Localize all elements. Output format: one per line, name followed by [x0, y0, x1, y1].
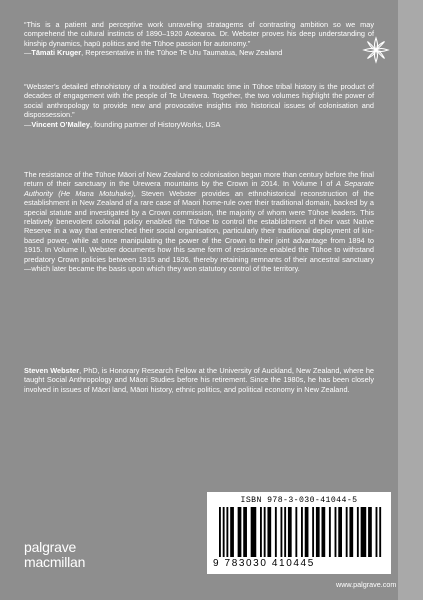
barcode-bar: [368, 507, 372, 557]
publisher-website: www.palgrave.com: [336, 580, 397, 589]
isbn-barcode: [207, 492, 391, 574]
barcode-bar: [226, 507, 228, 557]
barcode-bar: [219, 507, 221, 557]
quote-2-attribution: —Vincent O’Malley, founding partner of HistoryWorks, USA: [24, 119, 221, 129]
volume-title: A Separate Authority (He Mana Motuhake): [24, 179, 374, 198]
quote-1-text: “This is a patient and perceptive work unraveling stratagems of contrasting ambition so we may comprehend the cultural instincts of 1890–1920 Aotearoa. Dr. Webster proves his deep understanding of kinship dynamics, hapū politics and the Tūhoe passion for autonomy.”: [24, 20, 374, 48]
barcode-bar: [349, 507, 353, 557]
book-description: The resistance of the Tūhoe Māori of New Zealand to colonisation began more than century before the final return of their sanctuary in the Urewera mountains by the Crown in 2014. In Volume I of A Separate Authority (He Mana Motuhake), Steven Webster provides an ethnohistorical reconstruction of the establishment in New Zealand of a rare case of Maori home-rule over their traditional domain, backed by a special statute and investigated by a Crown commission, the majority of whom were Tūhoe leaders. This relatively benevolent colonial policy enabled the Tūhoe to control the establishment of their vast Native Reserve in a way that entrenched their social organisation, particularly their traditional deployment of kin-based power, while at once manipulating the power of the Crown to their joint advantage from 1894 to 1915. In Volume II, Webster documents how this same form of resistance enabled the Tūhoe to withstand predatory Crown policies between 1915 and 1926, thereby retaining remnants of their ancestral sanctuary—which later became the basis upon which they won statutory control of the territory.: [24, 170, 374, 274]
quote-2-author: Vincent O’Malley: [31, 119, 90, 129]
quote-1-role: , Representative in the Tūhoe Te Uru Taumatua, New Zealand: [81, 48, 283, 58]
barcode-bar: [288, 507, 292, 557]
isbn-label: ISBN 978-3-030-41044-5: [240, 496, 358, 505]
barcode-bar: [264, 507, 266, 557]
endorsement-quote-2: [24, 82, 374, 129]
barcode-bar: [251, 507, 257, 557]
barcode-bar: [312, 507, 314, 557]
barcode-bar: [376, 507, 378, 557]
barcode-digits: 9 783030 410445: [213, 558, 315, 569]
barcode-bar: [379, 507, 381, 557]
barcode-bar: [338, 507, 342, 557]
barcode-bar: [243, 507, 247, 557]
barcode-bar: [260, 507, 262, 557]
author-name: Steven Webster: [24, 366, 80, 375]
barcode-bar: [357, 507, 359, 557]
quote-1-attribution: —Tāmati Kruger, Representative in the Tūhoe Te Uru Taumatua, New Zealand: [24, 48, 283, 58]
right-strip: [398, 0, 423, 600]
barcode-bars: [219, 507, 383, 557]
barcode-bar: [361, 507, 367, 557]
quote-1-author: Tāmati Kruger: [31, 48, 82, 58]
barcode-bar: [316, 507, 320, 557]
barcode-bar: [284, 507, 286, 557]
barcode-bar: [305, 507, 309, 557]
barcode-bar: [238, 507, 242, 557]
barcode-bar: [322, 507, 326, 557]
barcode-bar: [295, 507, 297, 557]
barcode-bar: [275, 507, 277, 557]
barcode-bar: [267, 507, 271, 557]
endorsement-quote-1: [24, 20, 374, 58]
barcode-bar: [301, 507, 303, 557]
palgrave-macmillan-logo: [24, 540, 85, 570]
logo-line-2: macmillan: [24, 554, 86, 570]
barcode-bar: [335, 507, 337, 557]
author-bio: Steven Webster, PhD, is Honorary Research Fellow at the University of Auckland, New Zealand, where he taught Social Anthropology and Māori Studies before his retirement. Since the 1980s, he has been closely involved in issues of Māori land, Māori history, ethnic politics, and political economy in New Zealand.: [24, 366, 374, 394]
logo-line-1: palgrave: [24, 539, 77, 555]
barcode-bar: [223, 507, 225, 557]
quote-2-role: , founding partner of HistoryWorks, USA: [89, 119, 221, 129]
barcode-bar: [230, 507, 234, 557]
barcode-bar: [329, 507, 331, 557]
quote-2-text: “Webster’s detailed ethnohistory of a troubled and traumatic time in Tūhoe tribal history is the product of decades of engagement with the people of Te Urewera. Together, the two volumes highlight the power of social anthropology to provide new and provocative insights into historical issues of colonisation and dispossession.”: [24, 82, 374, 120]
barcode-bar: [281, 507, 283, 557]
barcode-bar: [346, 507, 348, 557]
